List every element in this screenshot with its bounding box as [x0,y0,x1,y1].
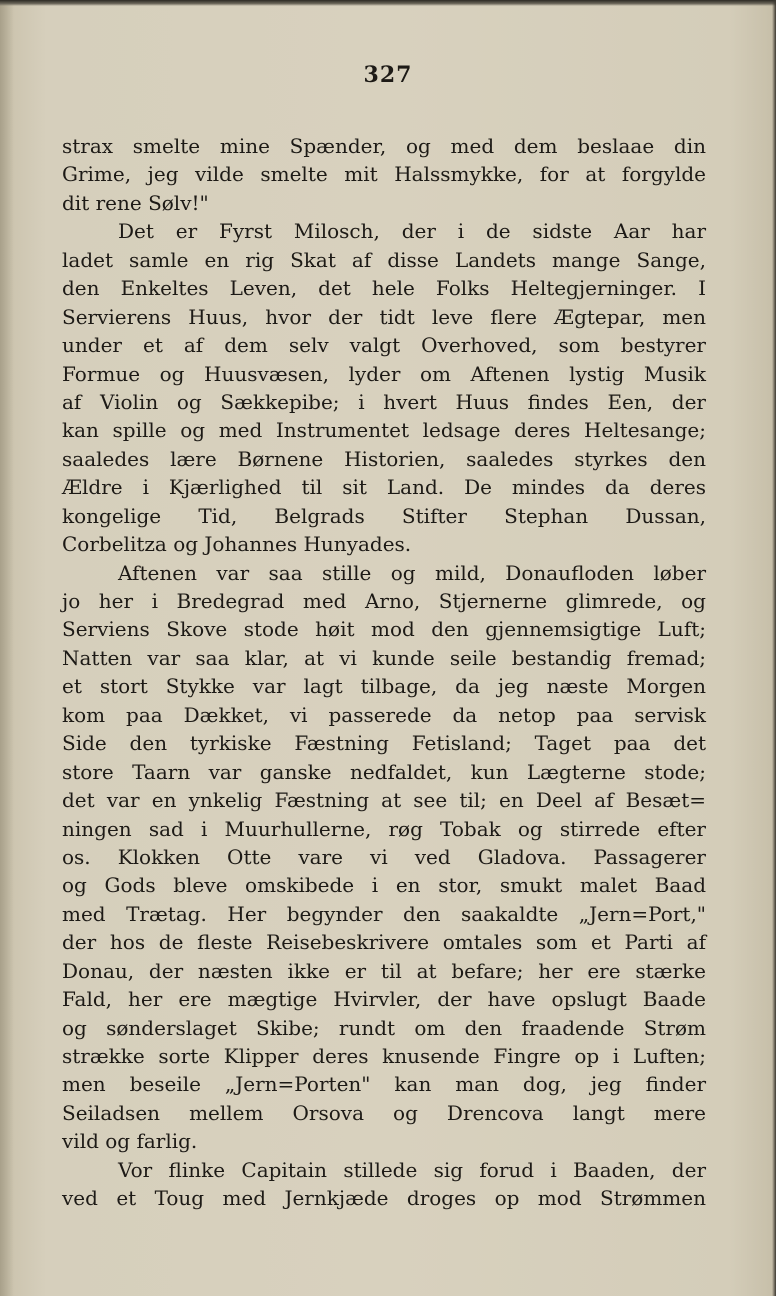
text-line: Serviens Skove stode høit mod den gjennemsigtige Luft; [62,617,706,642]
text-line: af Violin og Sækkepibe; i hvert Huus findes Een, der [62,389,706,414]
text-line: ladet samle en rig Skat af disse Landets mange Sange, [62,247,706,272]
text-line: dit rene Sølv!" [62,190,209,215]
text-line: Ældre i Kjærlighed til sit Land. De mindes da deres [62,475,706,500]
text-line: strax smelte mine Spænder, og med dem beslaae din [62,134,706,158]
text-line: saaledes lære Børnene Historien, saaledes styrkes den [62,446,706,471]
text-line: med Trætag. Her begynder den saakaldte „Jern=Port," [62,901,706,926]
text-line: Fald, her ere mægtige Hvirvler, der have opslugt Baade [62,987,706,1012]
text-line: Vor flinke Capitain stillede sig forud i Baaden, der [118,1157,706,1182]
page-number: 327 [363,62,413,88]
text-line: men beseile „Jern=Porten" kan man dog, jeg finder [62,1072,706,1097]
text-line: kom paa Dækket, vi passerede da netop paa servisk [62,702,706,727]
text-line: Grime, jeg vilde smelte mit Halssmykke, for at forgylde [62,162,706,187]
body-text [62,132,706,1213]
text-line: kan spille og med Instrumentet ledsage deres Heltesange; [62,418,706,443]
text-line: os. Klokken Otte vare vi ved Gladova. Passagerer [62,844,706,869]
text-line: Det er Fyrst Milosch, der i de sidste Aar har [118,219,706,244]
page-top-edge [0,0,776,6]
text-line: store Taarn var ganske nedfaldet, kun Lægterne stode; [62,759,706,784]
text-line: Side den tyrkiske Fæstning Fetisland; Taget paa det [62,731,706,756]
page-gutter-shadow [0,0,14,1296]
text-line: Natten var saa klar, at vi kunde seile bestandig fremad; [62,645,706,670]
text-line: Servierens Huus, hvor der tidt leve flere Ægtepar, men [62,304,706,329]
text-line: det var en ynkelig Fæstning at see til; en Deel af Besæt= [62,788,706,813]
text-line: strække sorte Klipper deres knusende Fingre op i Luften; [62,1044,706,1068]
text-line: kongelige Tid, Belgrads Stifter Stephan Dussan, [62,503,706,528]
text-line: der hos de fleste Reisebeskrivere omtales som et Parti af [62,930,706,955]
text-line: Seiladsen mellem Orsova og Drencova langt mere [62,1100,706,1125]
text-line: Formue og Huusvæsen, lyder om Aftenen lystig Musik [62,361,706,386]
text-line: den Enkeltes Leven, det hele Folks Heltegjerninger. I [62,276,706,301]
text-line: jo her i Bredegrad med Arno, Stjernerne glimrede, og [62,589,706,613]
text-line: vild og farlig. [62,1129,198,1154]
page-right-edge [772,0,776,1296]
text-line: og sønderslaget Skibe; rundt om den fraadende Strøm [62,1015,706,1040]
text-line: et stort Stykke var lagt tilbage, da jeg næste Morgen [62,674,706,699]
text-line: Corbelitza og Johannes Hunyades. [62,532,412,557]
text-line: ningen sad i Muurhullerne, røg Tobak og stirrede efter [62,816,706,841]
text-line: ved et Toug med Jernkjæde droges op mod Strømmen [62,1186,706,1211]
text-line: og Gods bleve omskibede i en stor, smukt malet Baad [62,873,706,898]
text-line: Donau, der næsten ikke er til at befare; her ere stærke [62,958,706,983]
text-line: under et af dem selv valgt Overhoved, som bestyrer [62,333,706,358]
text-line: Aftenen var saa stille og mild, Donaufloden løber [118,560,706,585]
